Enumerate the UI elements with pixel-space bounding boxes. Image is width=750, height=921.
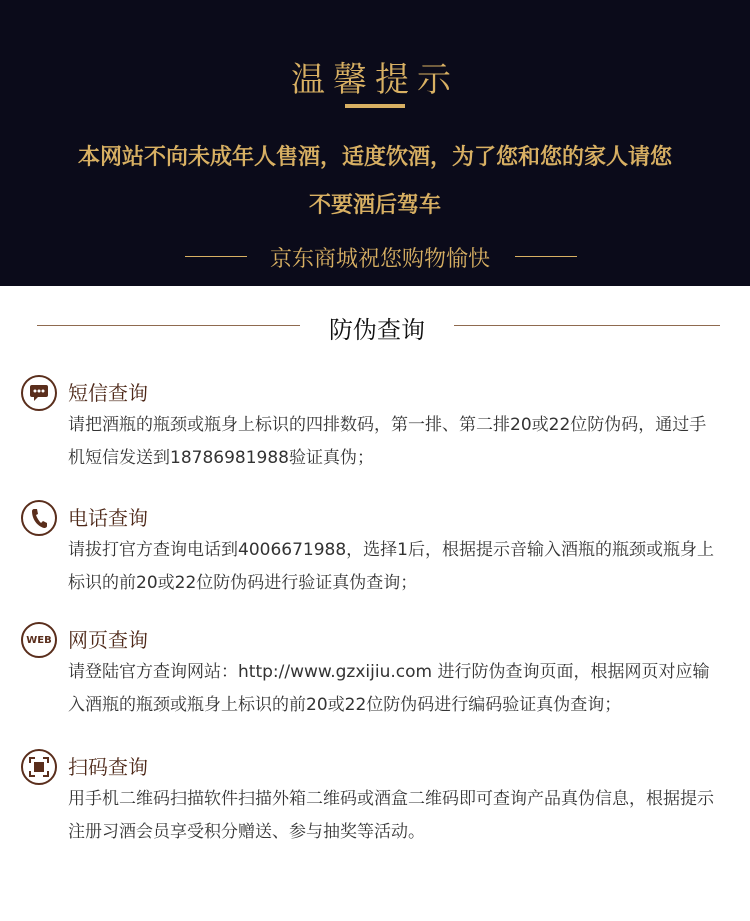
section-header <box>0 308 750 344</box>
phone-query-desc: 请拔打官方查询电话到4006671988，选择1后，根据提示音输入酒瓶的瓶颈或瓶身上标识的前20或22位防伪码进行验证真伪查询； <box>68 540 714 593</box>
chat-bubble-icon <box>21 375 57 411</box>
slogan-row <box>0 242 750 272</box>
sms-query-desc: 请把酒瓶的瓶颈或瓶身上标识的四排数码，第一排、第二排20或22位防伪码，通过手机短信发送到18786981988验证真伪； <box>68 415 707 468</box>
sms-query-title: 短信查询 <box>68 381 148 405</box>
section-title: 防伪查询 <box>329 316 425 344</box>
title-underline <box>345 104 405 108</box>
web-icon-label: WEB <box>26 634 52 646</box>
section-divider-left <box>37 325 300 326</box>
slogan-text: 京东商城祝您购物愉快 <box>269 247 490 272</box>
scan-query-title: 扫码查询 <box>68 755 148 779</box>
notice-line-2: 不要酒后驾车 <box>308 192 441 218</box>
web-icon <box>21 622 57 658</box>
scan-icon <box>21 749 57 785</box>
phone-icon <box>21 500 57 536</box>
slogan-divider-left <box>185 256 247 257</box>
warning-banner <box>0 0 750 286</box>
phone-query-title: 电话查询 <box>68 506 148 530</box>
web-query-desc: 请登陆官方查询网站：http://www.gzxijiu.com 进行防伪查询页面，根据网页对应输入酒瓶的瓶颈或瓶身上标识的前20或22位防伪码进行编码验证真伪查询； <box>68 662 710 715</box>
scan-query-desc: 用手机二维码扫描软件扫描外箱二维码或酒盒二维码即可查询产品真伪信息，根据提示注册习酒会员享受积分赠送、参与抽奖等活动。 <box>68 789 714 842</box>
web-query-title: 网页查询 <box>68 628 148 652</box>
banner-title: 温馨提示 <box>291 60 459 100</box>
section-divider-right <box>454 325 720 326</box>
slogan-divider-right <box>515 256 577 257</box>
notice-line-1: 本网站不向未成年人售酒，适度饮酒，为了您和您的家人请您 <box>77 144 672 170</box>
